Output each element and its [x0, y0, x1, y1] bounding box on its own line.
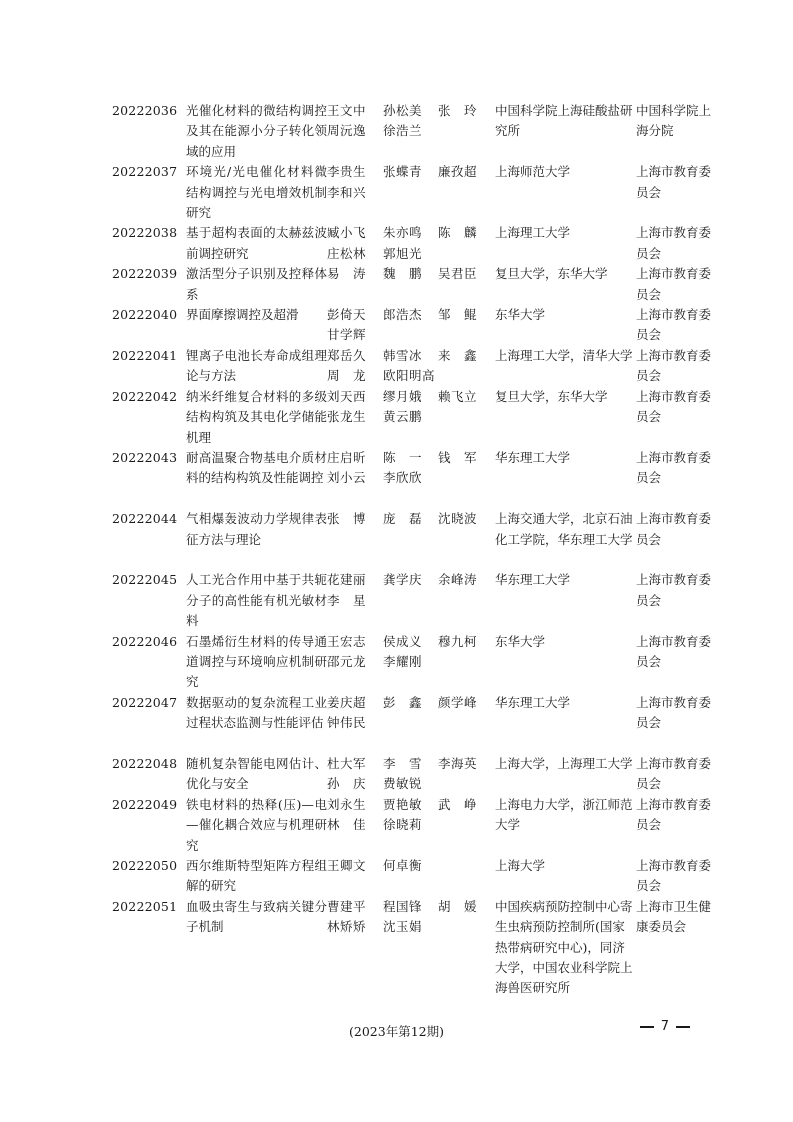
table-row — [112, 162, 712, 223]
project-members — [383, 387, 438, 448]
project-members — [383, 570, 438, 631]
project-members — [383, 162, 438, 223]
completing-units: 东华大学 — [495, 307, 546, 323]
member-name: 郭旭光 — [383, 245, 423, 261]
table-row — [112, 448, 712, 509]
table-row — [112, 693, 712, 754]
project-title: 气相爆轰波动力学规律表征方法与理论 — [186, 511, 327, 547]
award-table — [112, 101, 712, 1019]
dash-right — [676, 1026, 690, 1028]
project-members — [327, 101, 383, 162]
completing-units: 上海理工大学，清华大学 — [495, 347, 633, 363]
project-members — [438, 162, 495, 223]
project-members — [438, 693, 495, 754]
member-name: 花建丽 — [327, 572, 367, 588]
member-name: 李海英 — [438, 755, 478, 771]
member-name: 来 鑫 — [438, 347, 478, 363]
member-name: 朱亦鸣 — [383, 225, 423, 241]
issue-label: (2023年第12期) — [349, 1024, 444, 1039]
table-row — [112, 346, 712, 387]
page-number-text: 7 — [660, 1019, 669, 1034]
project-members — [438, 223, 495, 264]
recommending-unit: 中国科学院上海分院 — [636, 103, 712, 139]
project-members — [327, 897, 383, 1019]
project-members — [383, 693, 438, 754]
completing-units: 复旦大学，东华大学 — [495, 388, 608, 404]
recommending-unit: 上海市教育委员会 — [636, 449, 712, 486]
member-name: 孙 庆 — [327, 776, 367, 792]
recommending-unit: 上海市卫生健康委员会 — [636, 898, 712, 935]
member-name: 陈 麟 — [438, 225, 478, 241]
member-name: 曹建平 — [327, 898, 367, 914]
completing-units: 上海师范大学 — [495, 164, 571, 180]
member-name: 郎浩杰 — [383, 307, 423, 323]
table-row — [112, 795, 712, 856]
member-name: 黄云鹏 — [383, 409, 423, 425]
project-id: 20222049 — [112, 796, 178, 812]
project-members — [383, 795, 438, 856]
member-name: 王宏志 — [327, 633, 367, 649]
member-name: 龚学庆 — [383, 572, 423, 588]
member-name: 何卓衡 — [383, 857, 423, 873]
project-id: 20222045 — [112, 572, 178, 588]
recommending-unit: 上海市教育委员会 — [636, 572, 712, 608]
table-row — [112, 856, 712, 897]
project-members — [327, 570, 383, 631]
member-name: 甘学辉 — [327, 327, 367, 343]
project-members — [383, 305, 438, 346]
project-title: 耐高温聚合物基电介质材料的结构构筑及性能调控 — [186, 449, 327, 486]
project-id: 20222040 — [112, 307, 178, 323]
member-name: 庄启昕 — [327, 449, 367, 465]
member-name: 易 涛 — [327, 266, 367, 282]
project-id: 20222046 — [112, 633, 178, 649]
completing-units: 中国科学院上海硅酸盐研究所 — [495, 103, 633, 139]
project-members — [327, 305, 383, 346]
member-name: 武 峥 — [438, 796, 478, 812]
project-title: 界面摩擦调控及超滑 — [186, 307, 299, 323]
completing-units: 上海电力大学，浙江师范大学 — [495, 796, 633, 833]
member-name: 张蝶青 — [383, 164, 423, 180]
member-name: 胡 媛 — [438, 898, 478, 914]
project-id: 20222038 — [112, 225, 178, 241]
table-row — [112, 387, 712, 448]
table-row — [112, 264, 712, 305]
member-name: 余峰涛 — [438, 572, 478, 588]
project-members — [438, 856, 495, 897]
recommending-unit: 上海市教育委员会 — [636, 633, 712, 669]
project-id: 20222039 — [112, 266, 178, 282]
member-name: 魏 鹏 — [383, 266, 423, 282]
member-name: 周 龙 — [327, 368, 367, 384]
member-name: 李和兴 — [327, 184, 367, 200]
project-members — [383, 754, 438, 795]
project-members — [438, 509, 495, 570]
member-name: 彭 鑫 — [383, 694, 423, 710]
project-members — [327, 162, 383, 223]
project-members — [438, 101, 495, 162]
completing-units: 复旦大学，东华大学 — [495, 266, 608, 282]
project-members — [438, 897, 495, 1019]
project-members — [438, 264, 495, 305]
recommending-unit: 上海市教育委员会 — [636, 857, 712, 894]
project-members — [438, 448, 495, 509]
table-row — [112, 223, 712, 264]
completing-units: 上海大学 — [495, 857, 546, 873]
member-name: 杜大军 — [327, 755, 367, 771]
dash-left — [640, 1026, 654, 1028]
member-name: 李贵生 — [327, 164, 367, 180]
completing-units: 华东理工大学 — [495, 694, 571, 710]
member-name: 郑岳久 — [327, 347, 367, 363]
project-members — [327, 856, 383, 897]
project-title: 纳米纤维复合材料的多级结构构筑及其电化学储能机理 — [186, 388, 327, 445]
project-members — [383, 897, 438, 1019]
member-name: 邹 鲲 — [438, 307, 478, 323]
table-row — [112, 632, 712, 693]
project-members — [383, 346, 438, 387]
member-name: 沈玉娟 — [383, 919, 423, 935]
member-name: 姜庆超 — [327, 694, 367, 710]
member-name: 费敏锐 — [383, 776, 423, 792]
project-members — [438, 570, 495, 631]
completing-units: 上海交通大学，北京石油化工学院，华东理工大学 — [495, 511, 633, 547]
member-name: 侯成义 — [383, 633, 423, 649]
member-name: 周沅逸 — [327, 123, 367, 139]
member-name: 李耀刚 — [383, 653, 423, 669]
project-title: 西尔维斯特型矩阵方程组解的研究 — [186, 857, 327, 894]
project-members — [327, 795, 383, 856]
completing-units: 中国疾病预防控制中心寄生虫病预防控制所(国家热带病研究中心)，同济大学，中国农业科学院上海兽医研究所 — [495, 898, 633, 996]
recommending-unit: 上海市教育委员会 — [636, 511, 712, 547]
member-name: 钱 军 — [438, 449, 478, 465]
recommending-unit: 上海市教育委员会 — [636, 307, 712, 343]
member-name: 林 佳 — [327, 817, 367, 833]
member-name: 王卿文 — [327, 857, 367, 873]
project-members — [438, 305, 495, 346]
project-members — [327, 264, 383, 305]
project-members — [438, 795, 495, 856]
project-members — [438, 346, 495, 387]
project-title: 石墨烯衍生材料的传导通道调控与环境响应机制研究 — [186, 633, 327, 690]
recommending-unit: 上海市教育委员会 — [636, 755, 712, 792]
member-name: 张 博 — [327, 511, 367, 527]
recommending-unit: 上海市教育委员会 — [636, 796, 712, 833]
member-name: 徐晓莉 — [383, 817, 423, 833]
project-members — [383, 632, 438, 693]
member-name: 陈 一 — [383, 449, 423, 465]
project-members — [327, 754, 383, 795]
project-members — [327, 448, 383, 509]
member-name: 程国锋 — [383, 898, 423, 914]
project-members — [383, 223, 438, 264]
member-name: 颜学峰 — [438, 694, 478, 710]
table-row — [112, 305, 712, 346]
completing-units: 东华大学 — [495, 633, 546, 649]
member-name: 庄松林 — [327, 245, 367, 261]
project-members — [383, 856, 438, 897]
project-title: 数据驱动的复杂流程工业过程状态监测与性能评估 — [186, 694, 327, 731]
project-id: 20222037 — [112, 164, 178, 180]
project-id: 20222051 — [112, 898, 178, 914]
member-name: 缪月娥 — [383, 388, 423, 404]
project-members — [438, 754, 495, 795]
project-members — [383, 448, 438, 509]
member-name: 廉孜超 — [438, 164, 478, 180]
project-members — [383, 509, 438, 570]
recommending-unit: 上海市教育委员会 — [636, 347, 712, 384]
member-name: 钟伟民 — [327, 715, 367, 731]
project-title: 光催化材料的微结构调控及其在能源小分子转化领域的应用 — [186, 103, 327, 159]
completing-units: 上海大学，上海理工大学 — [495, 755, 633, 771]
member-name: 贾艳敏 — [383, 796, 423, 812]
member-name: 张 玲 — [438, 103, 478, 118]
recommending-unit: 上海市教育委员会 — [636, 266, 712, 302]
project-id: 20222044 — [112, 511, 178, 527]
completing-units: 上海理工大学 — [495, 225, 571, 241]
table-row — [112, 509, 712, 570]
project-id: 20222050 — [112, 857, 178, 873]
project-members — [383, 101, 438, 162]
project-members — [438, 632, 495, 693]
project-title: 环境光/光电催化材料微结构调控与光电增效机制研究 — [186, 164, 327, 221]
completing-units: 华东理工大学 — [495, 449, 571, 465]
project-members — [327, 509, 383, 570]
project-id: 20222047 — [112, 694, 178, 710]
project-id: 20222042 — [112, 388, 178, 404]
member-name: 吴君臣 — [438, 266, 478, 282]
member-name: 刘小云 — [327, 470, 367, 486]
project-title: 基于超构表面的太赫兹波前调控研究 — [186, 225, 327, 261]
member-name: 穆九柯 — [438, 633, 478, 649]
member-name: 邵元龙 — [327, 653, 367, 669]
member-name: 刘天西 — [327, 388, 367, 404]
project-members — [327, 387, 383, 448]
recommending-unit: 上海市教育委员会 — [636, 388, 712, 425]
project-title: 锂离子电池长寿命成组理论与方法 — [186, 347, 327, 384]
project-title: 人工光合作用中基于共轭分子的高性能有机光敏材料 — [186, 572, 327, 629]
page-number — [633, 1019, 697, 1034]
project-members — [383, 264, 438, 305]
project-id: 20222036 — [112, 103, 178, 118]
member-name: 李欣欣 — [383, 470, 423, 486]
member-name: 李 雪 — [383, 755, 423, 771]
project-title: 血吸虫寄生与致病关键分子机制 — [186, 898, 327, 935]
member-name: 刘永生 — [327, 796, 367, 812]
project-members — [438, 387, 495, 448]
project-title: 铁电材料的热释(压)—电—催化耦合效应与机理研究 — [186, 796, 327, 853]
project-members — [327, 346, 383, 387]
recommending-unit: 上海市教育委员会 — [636, 164, 712, 200]
member-name: 彭倚天 — [327, 307, 367, 323]
member-name: 赖飞立 — [438, 388, 478, 404]
recommending-unit: 上海市教育委员会 — [636, 694, 712, 731]
member-name: 孙松美 — [383, 103, 423, 118]
member-name: 欧阳明高 — [383, 368, 436, 384]
completing-units: 华东理工大学 — [495, 572, 571, 588]
member-name: 王文中 — [327, 103, 367, 118]
project-id: 20222041 — [112, 347, 178, 363]
project-members — [327, 632, 383, 693]
recommending-unit: 上海市教育委员会 — [636, 225, 712, 261]
project-id: 20222048 — [112, 755, 178, 771]
member-name: 徐浩兰 — [383, 123, 423, 139]
member-name: 臧小飞 — [327, 225, 367, 241]
table-row — [112, 897, 712, 1019]
project-id: 20222043 — [112, 449, 178, 465]
project-title: 激活型分子识别及控释体系 — [186, 266, 327, 302]
member-name: 李 星 — [327, 592, 367, 608]
member-name: 庞 磊 — [383, 511, 423, 527]
member-name: 韩雪冰 — [383, 347, 423, 363]
project-title: 随机复杂智能电网估计、优化与安全 — [186, 755, 327, 792]
member-name: 沈晓波 — [438, 511, 478, 527]
project-members — [327, 693, 383, 754]
table-row — [112, 101, 712, 162]
award-table-body — [112, 101, 712, 1019]
member-name: 林矫矫 — [327, 919, 367, 935]
table-row — [112, 754, 712, 795]
table-row — [112, 570, 712, 631]
member-name: 张龙生 — [327, 409, 367, 425]
project-members — [327, 223, 383, 264]
